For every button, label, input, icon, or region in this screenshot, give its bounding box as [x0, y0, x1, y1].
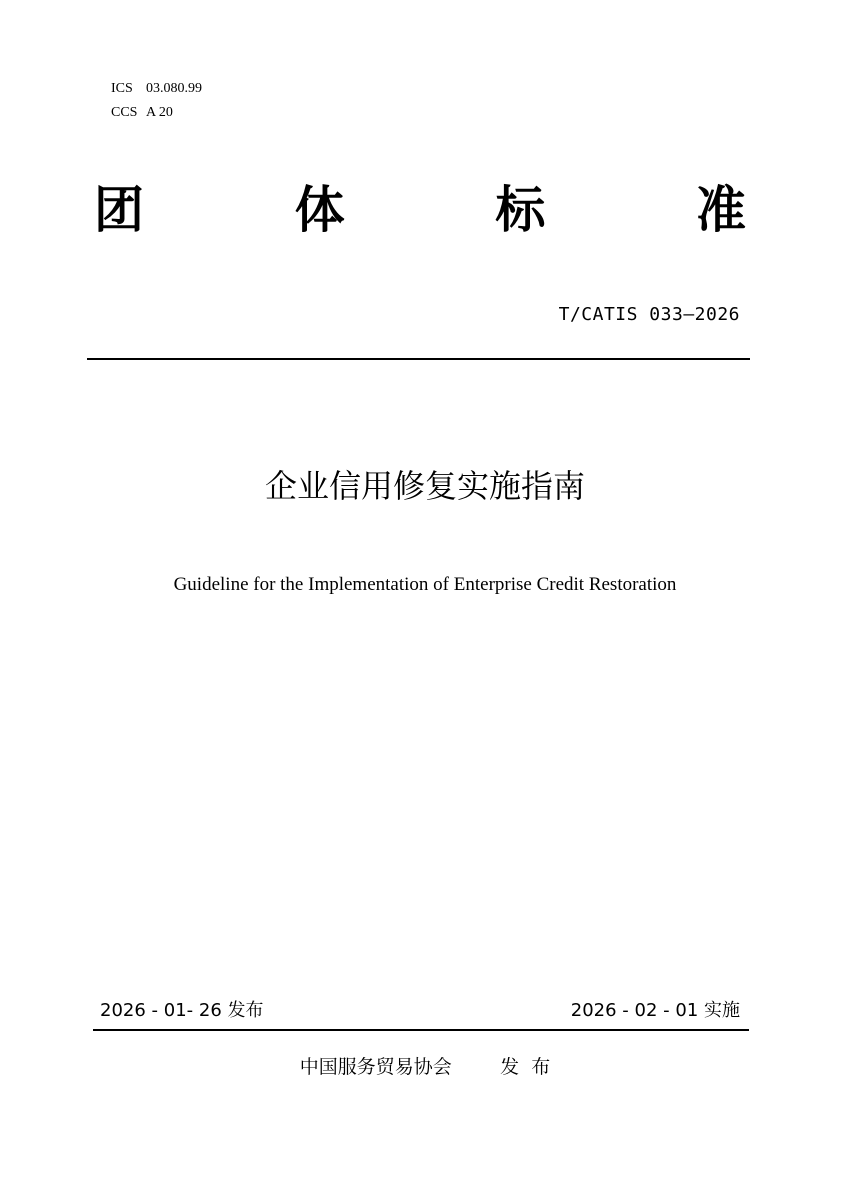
top-divider [87, 358, 750, 360]
ccs-label: CCS [111, 105, 138, 120]
standard-type-heading [94, 180, 746, 240]
standard-number: T/CATIS 033—2026 [558, 304, 740, 325]
heading-char-4: 准 [695, 180, 746, 239]
heading-char-1: 团 [94, 180, 144, 239]
heading-char-3: 标 [495, 180, 546, 239]
ics-line [111, 77, 202, 101]
publish-date: 2026 - 01- 26 发布 [100, 1000, 264, 1021]
ics-label: ICS [111, 81, 133, 96]
implement-date: 2026 - 02 - 01 实施 [570, 1000, 740, 1021]
bottom-divider [93, 1029, 749, 1031]
issuer-line [0, 1052, 850, 1079]
ccs-line [111, 101, 202, 125]
issuer-action: 发 布 [500, 1056, 551, 1078]
issuer-org: 中国服务贸易协会 [299, 1056, 452, 1078]
classification-block [111, 77, 202, 125]
ics-value: 03.080.99 [146, 81, 202, 96]
heading-char-2: 体 [294, 180, 345, 239]
ccs-value: A 20 [146, 105, 173, 120]
english-title: Guideline for the Implementation of Enterprise Credit Restoration [173, 574, 677, 595]
chinese-title: 企业信用修复实施指南 [264, 467, 585, 505]
